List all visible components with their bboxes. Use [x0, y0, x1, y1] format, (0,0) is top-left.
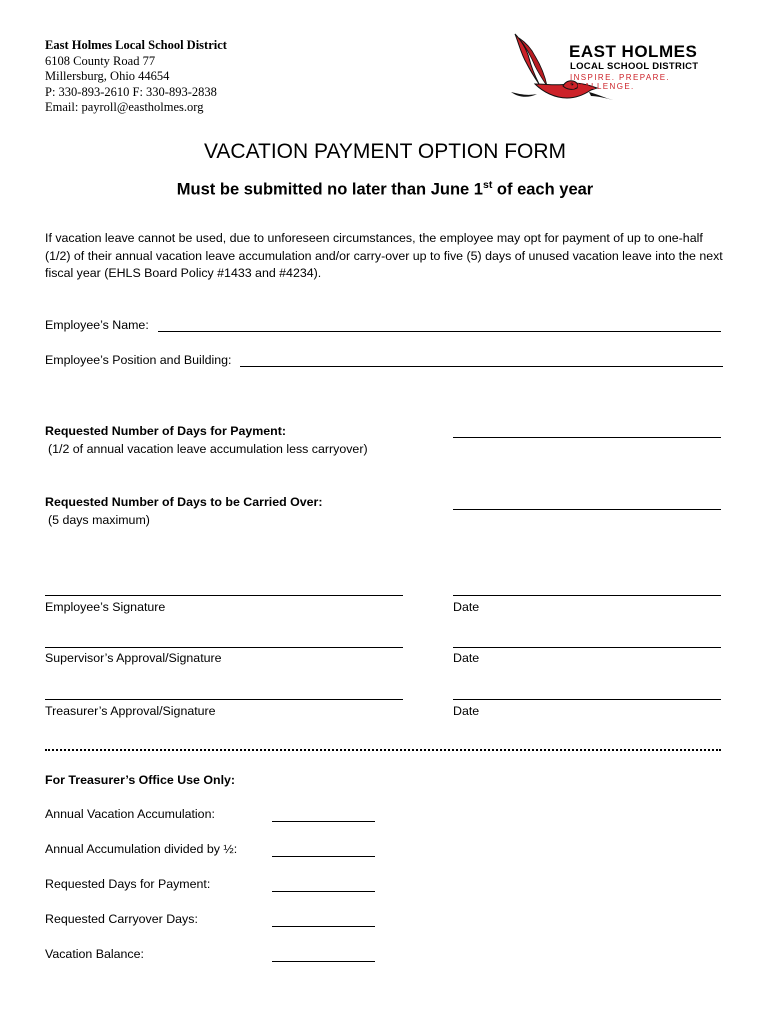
payment-days-field[interactable]: [453, 437, 721, 438]
deadline-subtitle: [0, 179, 770, 200]
district-email: Email: payroll@eastholmes.org: [45, 100, 204, 114]
district-name: East Holmes Local School District: [45, 38, 227, 52]
logo-tagline: INSPIRE. PREPARE. CHALLENGE.: [570, 73, 671, 91]
form-title: VACATION PAYMENT OPTION FORM: [203, 140, 567, 163]
carryover-days-field[interactable]: [453, 509, 721, 510]
employee-name-label: Employee’s Name:: [45, 318, 149, 332]
dotted-divider: [45, 749, 721, 751]
employee-signature-date-field[interactable]: [453, 595, 721, 596]
payment-days-label: Requested Number of Days for Payment:: [45, 424, 286, 438]
treasurer-field-label: Requested Days for Payment:: [45, 877, 211, 891]
employee-position-field[interactable]: [240, 366, 723, 367]
carryover-days-note: (5 days maximum): [48, 513, 150, 527]
vacation-balance-field[interactable]: [272, 961, 375, 962]
requested-carryover-days-field[interactable]: [272, 926, 375, 927]
supervisor-signature-date-label: Date: [453, 651, 480, 665]
treasurer-signature-field[interactable]: [45, 699, 403, 700]
supervisor-signature-label: Supervisor’s Approval/Signature: [45, 651, 222, 665]
deadline-text: Must be submitted no later than June 1: [176, 180, 483, 199]
employee-name-field[interactable]: [158, 331, 721, 332]
payment-days-note: (1/2 of annual vacation leave accumulation less carryover): [48, 442, 368, 456]
treasurer-signature-date-label: Date: [453, 704, 480, 718]
logo-line-2: LOCAL SCHOOL DISTRICT: [570, 61, 699, 72]
treasurer-signature-label: Treasurer’s Approval/Signature: [45, 704, 216, 718]
employee-signature-label: Employee’s Signature: [45, 600, 166, 614]
accumulation-half-field[interactable]: [272, 856, 375, 857]
district-city: Millersburg, Ohio 44654: [45, 69, 170, 83]
deadline-text-end: of each year: [492, 180, 594, 199]
deadline-superscript: st: [482, 179, 493, 191]
treasurer-field-label: Annual Vacation Accumulation:: [45, 807, 215, 821]
supervisor-signature-date-field[interactable]: [453, 647, 721, 648]
requested-payment-days-field[interactable]: [272, 891, 375, 892]
employee-signature-field[interactable]: [45, 595, 403, 596]
treasurer-field-label: Annual Accumulation divided by ½:: [45, 842, 238, 856]
district-phone-fax: P: 330-893-2610 F: 330-893-2838: [45, 84, 217, 99]
district-logo: [505, 32, 730, 106]
annual-accumulation-field[interactable]: [272, 821, 375, 822]
employee-signature-date-label: Date: [453, 600, 480, 614]
district-address: 6108 County Road 77: [45, 53, 156, 68]
treasurer-signature-date-field[interactable]: [453, 699, 721, 700]
supervisor-signature-field[interactable]: [45, 647, 403, 648]
treasurer-office-heading: For Treasurer’s Office Use Only:: [45, 773, 236, 787]
employee-position-label: Employee’s Position and Building:: [45, 353, 232, 367]
treasurer-field-label: Vacation Balance:: [45, 947, 144, 961]
treasurer-field-label: Requested Carryover Days:: [45, 912, 198, 926]
carryover-days-label: Requested Number of Days to be Carried Over:: [45, 495, 323, 509]
district-info: [45, 38, 227, 116]
logo-line-1: EAST HOLMES: [569, 42, 698, 61]
intro-paragraph: If vacation leave cannot be used, due to unforeseen circumstances, the employee may opt for payment of up to one-half (1/2) of their annual vacation leave accumulation and/or carry-over up to five (5) days of unused vacation leave into the next fiscal year (EHLS Board Policy #1433 and #4234).: [45, 231, 723, 280]
